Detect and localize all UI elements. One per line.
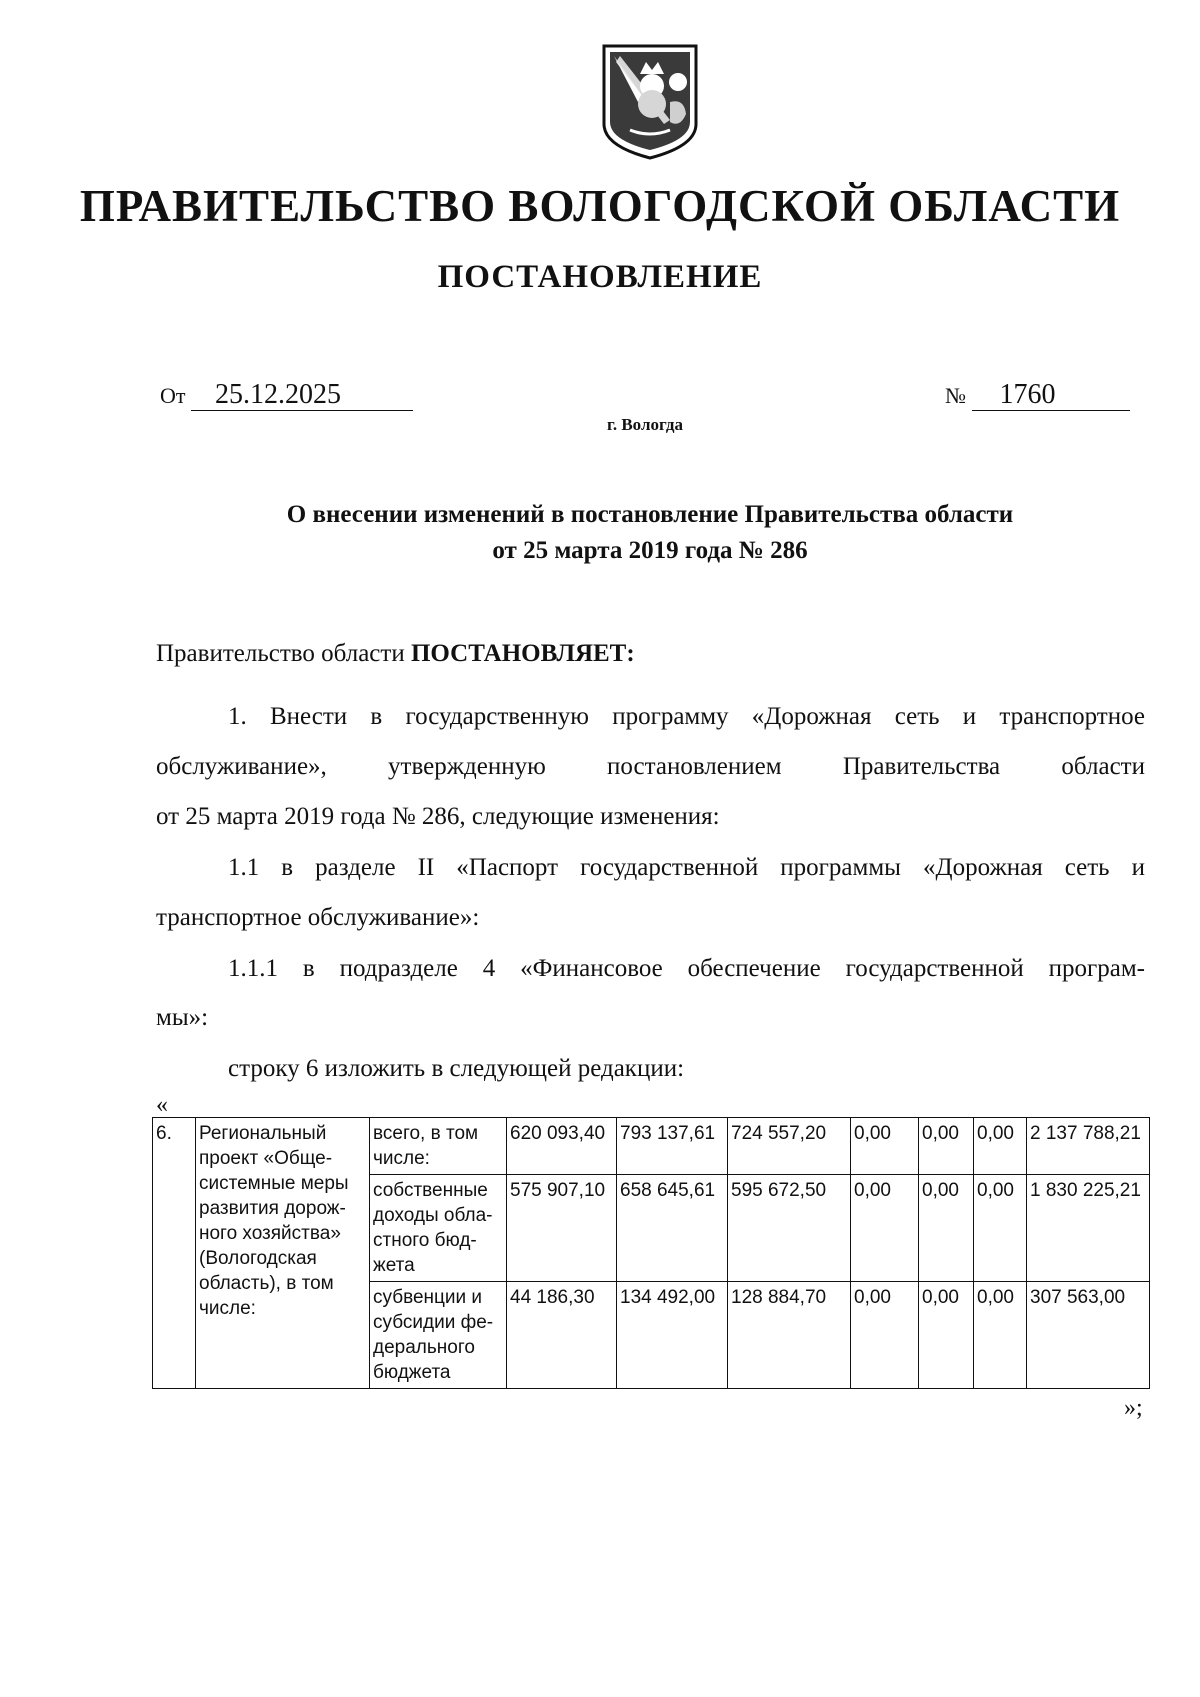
paragraph-1-line-1: 1. Внести в государственную программу «Дорожная сеть и транспортное [228,703,1145,730]
closing-quote: »; [1124,1395,1143,1421]
table-row [153,1118,1150,1175]
document-date: 25.12.2025 [191,380,413,411]
source-cell: собственные доходы обла- стного бюд- жета [370,1175,507,1282]
value-cell: 0,00 [919,1175,974,1282]
number-prefix: № [945,383,966,408]
document-type-heading: ПОСТАНОВЛЕНИЕ [437,259,763,295]
paragraph-1-line-3: от 25 марта 2019 года № 286, следующие изменения: [156,803,720,830]
document-date-line [160,380,413,411]
paragraph-2-line-1: 1.1 в разделе II «Паспорт государственной программы «Дорожная сеть и [228,854,1145,881]
value-cell: 0,00 [919,1118,974,1175]
paragraph-3-line-1: 1.1.1 в подразделе 4 «Финансовое обеспечение государственной програм- [228,955,1145,982]
subject-line-1: О внесении изменений в постановление Правительства области [286,501,1014,528]
subject-line-2: от 25 марта 2019 года № 286 [492,537,808,564]
value-cell: 0,00 [851,1118,919,1175]
value-cell: 44 186,30 [507,1282,617,1389]
city-label: г. Вологда [607,415,683,434]
total-value-cell: 2 137 788,21 [1027,1118,1150,1175]
source-cell: субвенции и субсидии фе- дерального бюджета [370,1282,507,1389]
source-cell: всего, в том числе: [370,1118,507,1175]
paragraph-4: строку 6 изложить в следующей редакции: [228,1055,685,1082]
date-prefix: От [160,383,186,408]
value-cell: 134 492,00 [617,1282,728,1389]
document-number-line [945,380,1130,411]
value-cell: 0,00 [919,1282,974,1389]
total-value-cell: 1 830 225,21 [1027,1175,1150,1282]
value-cell: 595 672,50 [728,1175,851,1282]
document-number: 1760 [972,380,1130,411]
financing-table [152,1117,1150,1389]
resolution-intro [156,637,635,671]
value-cell: 0,00 [974,1282,1027,1389]
row-number-cell: 6. [153,1118,196,1389]
value-cell: 128 884,70 [728,1282,851,1389]
paragraph-2-line-2: транспортное обслуживание»: [156,904,480,931]
document-subject [200,497,1100,569]
value-cell: 575 907,10 [507,1175,617,1282]
paragraph-1-line-2: обслуживание», утвержденную постановлением Правительства области [156,753,1145,780]
intro-text: Правительство области [156,640,411,667]
value-cell: 0,00 [851,1282,919,1389]
value-cell: 793 137,61 [617,1118,728,1175]
intro-keyword: ПОСТАНОВЛЯЕТ: [410,640,635,667]
organization-title: ПРАВИТЕЛЬСТВО ВОЛОГОДСКОЙ ОБЛАСТИ [79,181,1121,231]
coat-of-arms-emblem [600,42,700,162]
opening-quote: « [156,1092,168,1118]
vologda-coat-of-arms-icon [600,42,700,162]
project-name-cell: Региональный проект «Обще- системные меры развития дорож- ного хозяйства» (Вологодская область), в том числе: [196,1118,370,1389]
value-cell: 658 645,61 [617,1175,728,1282]
value-cell: 0,00 [851,1175,919,1282]
value-cell: 0,00 [974,1118,1027,1175]
total-value-cell: 307 563,00 [1027,1282,1150,1389]
value-cell: 0,00 [974,1175,1027,1282]
value-cell: 724 557,20 [728,1118,851,1175]
paragraph-3-line-2: мы»: [156,1004,209,1031]
value-cell: 620 093,40 [507,1118,617,1175]
